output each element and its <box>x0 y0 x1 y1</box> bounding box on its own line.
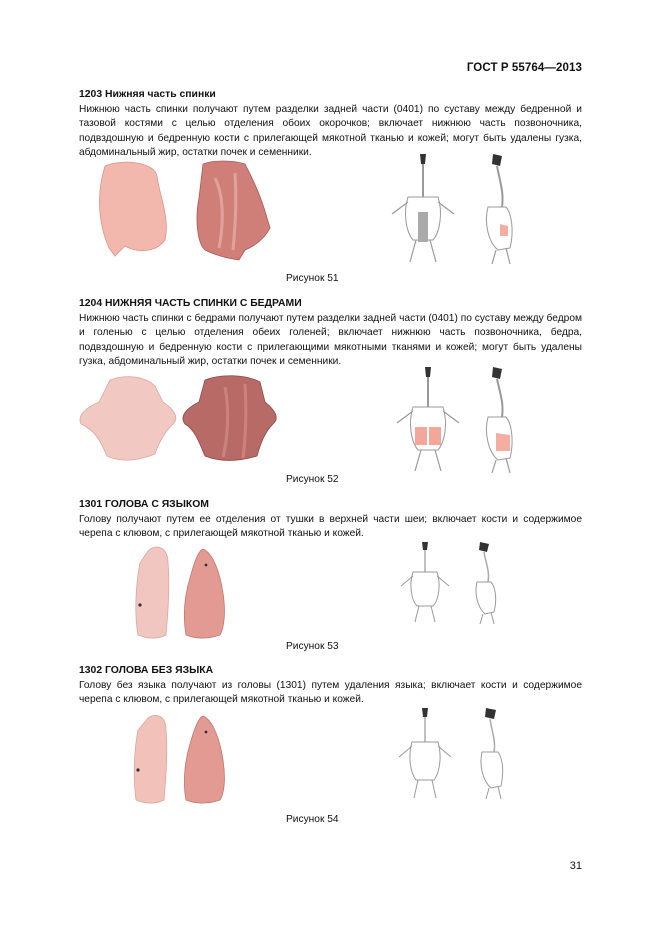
figure-caption: Рисунок 53 <box>286 641 339 652</box>
figure-caption: Рисунок 54 <box>286 814 339 825</box>
figure-53-head-photo <box>128 543 238 643</box>
section-1204 <box>79 297 582 370</box>
section-1301 <box>79 498 582 542</box>
figure-52-skeleton-front <box>393 365 463 475</box>
section-heading: 1203 Нижняя часть спинки <box>79 89 216 100</box>
page-number: 31 <box>569 860 582 872</box>
figure-54-skeleton-side <box>474 706 514 801</box>
figure-54-skeleton-front <box>395 706 455 801</box>
section-1302 <box>79 664 582 708</box>
figure-51-skeleton-side <box>478 152 523 267</box>
section-heading: 1301 ГОЛОВА С ЯЗЫКОМ <box>79 499 209 510</box>
section-heading: 1204 НИЖНЯЯ ЧАСТЬ СПИНКИ С БЕДРАМИ <box>79 298 302 309</box>
figure-53-skeleton-side <box>470 540 505 625</box>
figure-51-meat-photo <box>95 158 285 268</box>
section-heading: 1302 ГОЛОВА БЕЗ ЯЗЫКА <box>79 665 214 676</box>
figure-caption: Рисунок 51 <box>286 273 339 284</box>
figure-52-skeleton-side <box>478 365 523 475</box>
section-body: Нижнюю часть спинки с бедрами получают путем разделки задней части (0401) по суставу между бедром и голенью с целью отделения обеих голеней; включает нижнюю часть позвоночника, бедра, подвздошную и бедренную кости с прилегающими мякотными тканями и кожей; могут быть удалены гузка, абдоминальный жир, остатки почек и семенники. <box>79 312 582 368</box>
figure-53-skeleton-front <box>398 540 453 625</box>
section-body: Нижнюю часть спинки получают путем разделки задней части (0401) по суставу между бедренной и тазовой костями с целью отделения обоих окорочков; включает нижнюю часть позвоночника, подвздошную и бедренную кости с прилегающей мякотной тканью и кожей; могут быть удалены гузка, абдоминальный жир, остатки почек и семенники. <box>79 103 582 159</box>
section-body: Голову получают путем ее отделения от тушки в верхней части шеи; включает кости и содержимое черепа с клювом, с прилегающей мякотной тканью и кожей. <box>79 513 582 540</box>
figure-54-head-photo <box>128 712 238 808</box>
section-body: Голову без языка получают из головы (1301) путем удаления языка; включает кости и содержимое черепа с клювом, с прилегающей мякотной тканью и кожей. <box>79 679 582 706</box>
figure-52-meat-photo <box>75 372 290 468</box>
figure-51-skeleton-front <box>388 152 458 267</box>
figure-caption: Рисунок 52 <box>286 474 339 485</box>
section-1203 <box>79 88 582 161</box>
document-standard-code: ГОСТ Р 55764—2013 <box>466 62 582 74</box>
